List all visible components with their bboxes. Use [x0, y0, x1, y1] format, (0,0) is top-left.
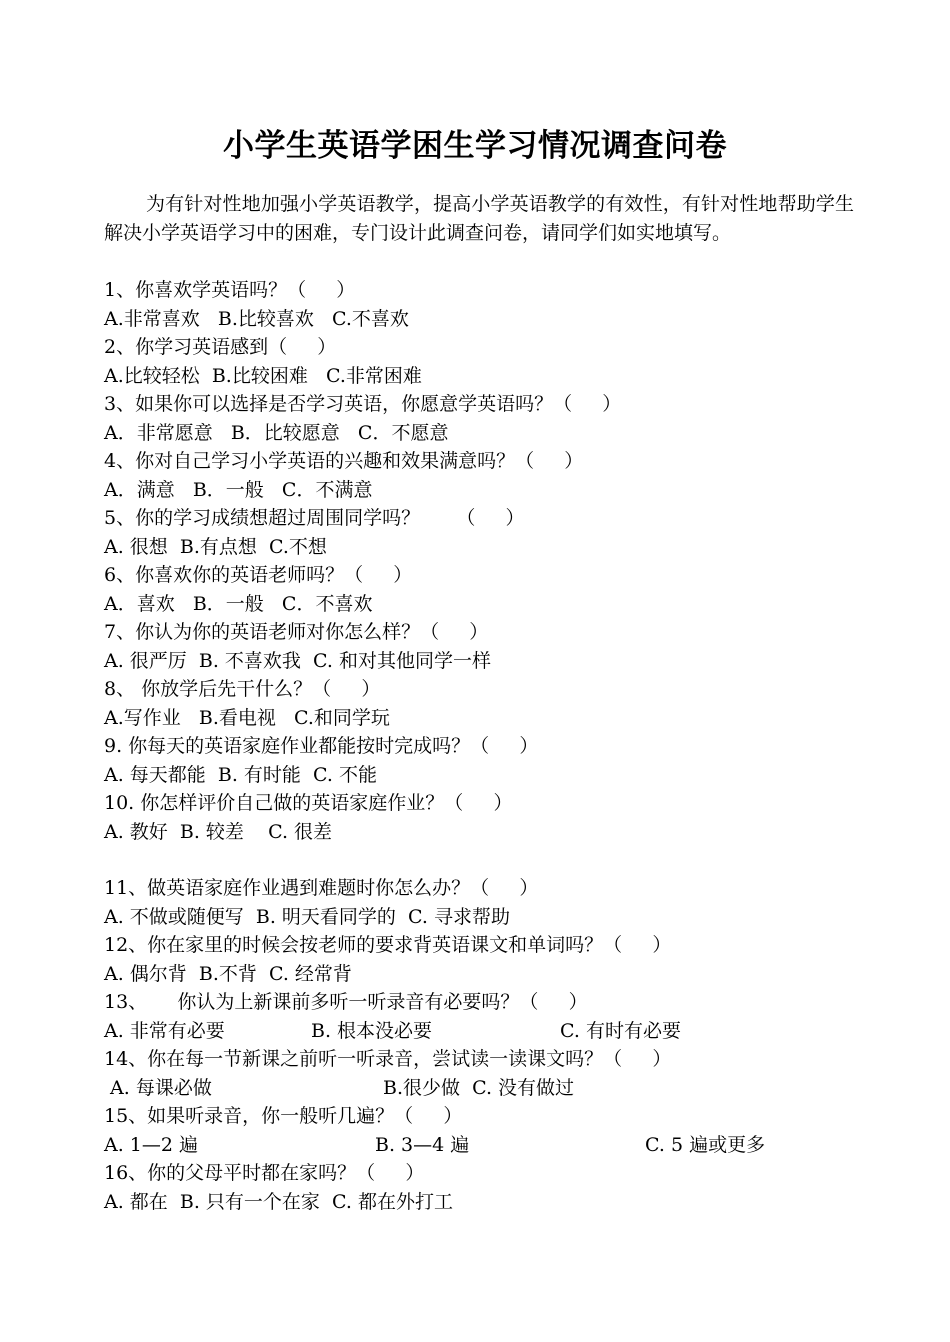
options-12: A. 偶尔背 B.不背 C. 经常背 — [104, 962, 352, 985]
question-10: 10. 你怎样评价自己做的英语家庭作业？（ ） — [104, 792, 513, 814]
options-16: A. 都在 B. 只有一个在家 C. 都在外打工 — [104, 1190, 453, 1213]
question-6: 6、你喜欢你的英语老师吗？（ ） — [104, 564, 413, 586]
intro-paragraph: 为有针对性地加强小学英语教学，提高小学英语教学的有效性，有针对性地帮助学生解决小学英语学习中的困难，专门设计此调查问卷，请同学们如实地填写。 — [104, 193, 854, 244]
options-13-c: C. 有时有必要 — [560, 1019, 681, 1042]
question-9: 9. 你每天的英语家庭作业都能按时完成吗？（ ） — [104, 735, 539, 757]
options-7: A. 很严厉 B. 不喜欢我 C. 和对其他同学一样 — [104, 649, 491, 672]
question-11: 11、做英语家庭作业遇到难题时你怎么办？（ ） — [104, 877, 539, 899]
question-12: 12、你在家里的时候会按老师的要求背英语课文和单词吗？（ ） — [104, 934, 672, 956]
options-1: A.非常喜欢 B.比较喜欢 C.不喜欢 — [104, 307, 409, 330]
options-8: A.写作业 B.看电视 C.和同学玩 — [104, 706, 390, 729]
question-1: 1、你喜欢学英语吗？（ ） — [104, 279, 356, 301]
question-4: 4、你对自己学习小学英语的兴趣和效果满意吗？（ ） — [104, 450, 584, 472]
options-11: A. 不做或随便写 B. 明天看同学的 C. 寻求帮助 — [104, 905, 510, 928]
question-15: 15、如果听录音，你一般听几遍？（ ） — [104, 1105, 463, 1127]
question-7: 7、你认为你的英语老师对你怎么样？（ ） — [104, 621, 489, 643]
question-16: 16、你的父母平时都在家吗？（ ） — [104, 1162, 425, 1184]
question-8: 8、 你放学后先干什么？（ ） — [104, 678, 381, 700]
options-10: A. 教好 B. 较差 C. 很差 — [104, 820, 333, 843]
question-14: 14、你在每一节新课之前听一听录音，尝试读一读课文吗？（ ） — [104, 1048, 672, 1070]
options-3: A．非常愿意 B．比较愿意 C．不愿意 — [104, 421, 449, 444]
options-9: A. 每天都能 B. 有时能 C. 不能 — [104, 763, 377, 786]
options-6: A．喜欢 B．一般 C．不喜欢 — [104, 592, 373, 615]
options-15-a: A. 1—2 遍 — [104, 1133, 199, 1156]
question-2: 2、你学习英语感到（ ） — [104, 336, 337, 358]
options-15-c: C. 5 遍或更多 — [645, 1133, 766, 1156]
options-14-bc: B.很少做 C. 没有做过 — [383, 1076, 575, 1099]
options-13-b: B. 根本没必要 — [311, 1019, 433, 1042]
page-title: 小学生英语学困生学习情况调查问卷 — [223, 128, 727, 164]
question-3: 3、如果你可以选择是否学习英语，你愿意学英语吗？（ ） — [104, 393, 622, 415]
options-4: A．满意 B．一般 C．不满意 — [104, 478, 373, 501]
question-13: 13、 你认为上新课前多听一听录音有必要吗？（ ） — [104, 991, 588, 1013]
options-5: A. 很想 B.有点想 C.不想 — [104, 535, 327, 558]
options-2: A.比较轻松 B.比较困难 C.非常困难 — [104, 364, 422, 387]
options-15-b: B. 3—4 遍 — [375, 1133, 470, 1156]
options-14-a: A. 每课必做 — [104, 1076, 212, 1099]
question-5: 5、你的学习成绩想超过周围同学吗？ （ ） — [104, 507, 525, 529]
options-13-a: A. 非常有必要 — [104, 1019, 225, 1042]
